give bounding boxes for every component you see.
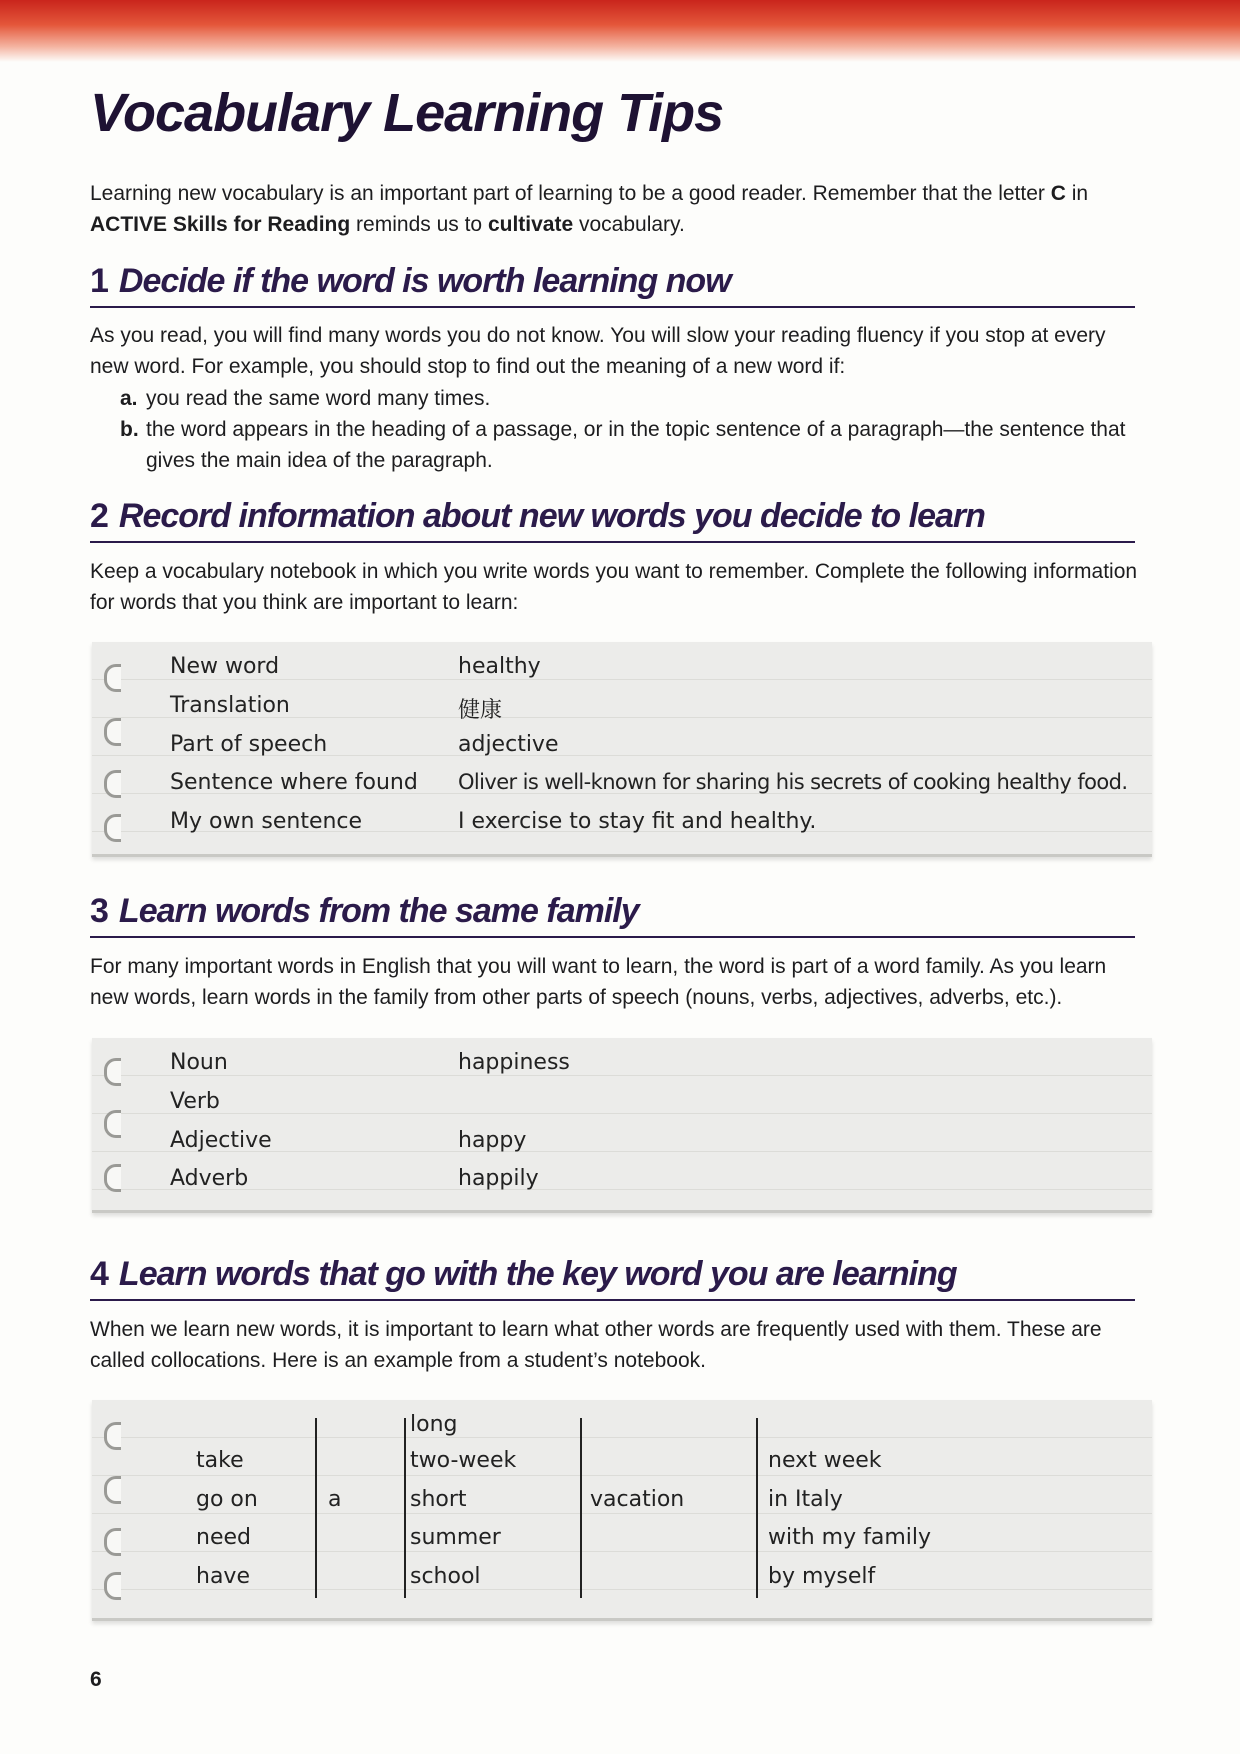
section-number: 2 (90, 497, 109, 535)
notebook-label: Verb (170, 1089, 220, 1114)
notebook-value: healthy (458, 654, 541, 679)
collocation-article: a (328, 1487, 342, 1512)
notebook-label: Sentence where found (170, 770, 418, 795)
list-marker: b. (120, 418, 139, 441)
section-title: Learn words from the same family (118, 892, 639, 930)
collocation-adjective: short (410, 1487, 467, 1512)
binder-ring-icon (104, 664, 121, 692)
notebook-label: Translation (170, 693, 290, 718)
notebook-label: Adjective (170, 1128, 272, 1153)
collocation-adjective: long (410, 1412, 458, 1437)
section-number: 1 (90, 262, 109, 300)
section-title: Decide if the word is worth learning now (118, 262, 731, 300)
notebook-value: happy (458, 1128, 527, 1153)
list-text: the word appears in the heading of a passage, or in the topic sentence of a paragraph—the sentence that gives the main idea of the paragraph. (146, 418, 1126, 472)
intro-text: reminds us to (350, 213, 488, 236)
section-1-body: As you read, you will find many words you do not know. You will slow your reading fluency if you stop at every new word. For example, you should stop to find out the meaning of a new word if: (90, 324, 1106, 378)
collocation-adjective: summer (410, 1525, 501, 1550)
notebook-label: My own sentence (170, 809, 363, 834)
notebook-label: Noun (170, 1050, 228, 1075)
notebook-value: I exercise to stay fit and healthy. (458, 809, 817, 834)
list-marker: a. (120, 387, 138, 410)
binder-ring-icon (104, 718, 121, 746)
column-divider (756, 1418, 758, 1598)
section-2-heading (90, 497, 1135, 543)
binder-ring-icon (104, 1164, 121, 1192)
notebook-value: adjective (458, 732, 559, 757)
collocation-noun: vacation (590, 1487, 685, 1512)
binder-ring-icon (104, 1422, 121, 1450)
intro-bold-title: ACTIVE Skills for Reading (90, 213, 351, 236)
section-1-list (120, 383, 1140, 476)
binder-ring-icon (104, 814, 121, 842)
section-title: Record information about new words you decide to learn (118, 497, 985, 535)
intro-text: vocabulary. (573, 213, 685, 236)
section-4-body: When we learn new words, it is important to learn what other words are frequently used with them. These are called collocations. Here is an example from a student’s notebook. (90, 1318, 1102, 1372)
page-number: 6 (90, 1668, 102, 1691)
notebook-label: Part of speech (170, 732, 328, 757)
intro-paragraph (90, 178, 1140, 240)
section-3-body: For many important words in English that you will want to learn, the word is part of a word family. As you learn new words, learn words in the family from other parts of speech (nouns, verbs, adjectives, adverbs, etc.). (90, 955, 1107, 1009)
collocation-verb: have (196, 1564, 250, 1589)
column-divider (315, 1418, 317, 1598)
collocation-verb: need (196, 1525, 251, 1550)
column-divider (580, 1418, 582, 1598)
binder-ring-icon (104, 1572, 121, 1600)
binder-ring-icon (104, 1528, 121, 1556)
page-title: Vocabulary Learning Tips (90, 83, 724, 143)
intro-text: Learning new vocabulary is an important part of learning to be a good reader. Remember that the letter (90, 182, 1051, 205)
collocation-adjective: two-week (410, 1448, 517, 1473)
intro-text: in (1065, 182, 1089, 205)
collocation-phrase: next week (768, 1448, 882, 1473)
notebook-value: happily (458, 1166, 539, 1191)
section-3-heading (90, 892, 1135, 938)
intro-bold-letter: C (1050, 182, 1066, 205)
section-4-heading (90, 1255, 1135, 1301)
notebook-value: Oliver is well-known for sharing his secrets of cooking healthy food. (458, 770, 1128, 794)
top-color-band (0, 0, 1240, 62)
notebook-label: New word (170, 654, 280, 679)
section-2-body: Keep a vocabulary notebook in which you write words you want to remember. Complete the following information for words that you think are important to learn: (90, 560, 1138, 614)
vocabulary-notebook-card (92, 642, 1152, 857)
collocation-verb: take (196, 1448, 244, 1473)
notebook-label: Adverb (170, 1166, 249, 1191)
intro-bold-word: cultivate (487, 213, 574, 236)
binder-ring-icon (104, 1476, 121, 1504)
column-divider (404, 1418, 406, 1598)
word-family-notebook-card (92, 1038, 1152, 1213)
binder-ring-icon (104, 1110, 121, 1138)
list-text: you read the same word many times. (146, 387, 491, 410)
collocation-phrase: in Italy (768, 1487, 843, 1512)
collocation-verb: go on (196, 1487, 258, 1512)
collocation-notebook-card (92, 1400, 1152, 1621)
section-1-heading (90, 262, 1135, 308)
section-number: 4 (90, 1255, 109, 1293)
binder-ring-icon (104, 1058, 121, 1086)
collocation-adjective: school (410, 1564, 481, 1589)
collocation-phrase: by myself (768, 1564, 876, 1589)
section-number: 3 (90, 892, 109, 930)
notebook-value: 健康 (458, 698, 503, 723)
notebook-value: happiness (458, 1050, 570, 1075)
section-title: Learn words that go with the key word you are learning (118, 1255, 957, 1293)
list-item (120, 383, 1140, 414)
collocation-phrase: with my family (768, 1525, 932, 1550)
binder-ring-icon (104, 770, 121, 798)
list-item (120, 414, 1140, 476)
